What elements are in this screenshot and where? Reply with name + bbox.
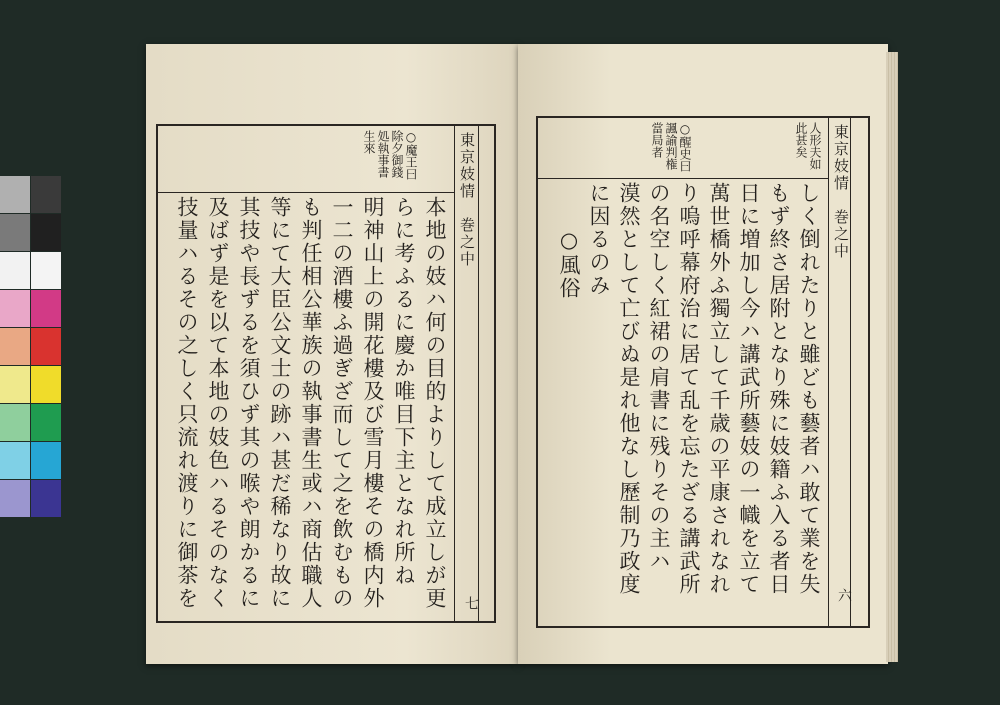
- calibration-chip: [31, 442, 61, 479]
- text-column: しく倒れたりと雖ども藝者ハ敢て業を失: [797, 182, 821, 596]
- calibration-chip: [0, 176, 30, 213]
- section-heading: ○風俗: [557, 228, 581, 300]
- headnote-line: 此甚矣: [794, 122, 808, 158]
- calibration-chip: [31, 214, 61, 251]
- headnote-line: ○醒史曰: [678, 122, 692, 172]
- calibration-chip: [0, 214, 30, 251]
- page-number: 七: [463, 596, 479, 610]
- text-column: 等にて大臣公文士の跡ハ甚だ稀なり故に: [268, 196, 292, 610]
- headnote-line: 生來: [362, 130, 376, 154]
- text-column: 日に増加し今ハ講武所藝妓の一幟を立て: [737, 182, 761, 596]
- right-page: [518, 44, 888, 664]
- calibration-chip: [0, 442, 30, 479]
- calibration-chip: [0, 366, 30, 403]
- headnote-line: 人形夫如: [808, 122, 822, 170]
- calibration-chip: [0, 480, 30, 517]
- calibration-chip: [0, 252, 30, 289]
- text-column: 萬世橋外ふ獨立して千歳の平康されなれ: [707, 182, 731, 596]
- calibration-chip: [0, 404, 30, 441]
- text-column: 其技や長ずるを須ひず其の喉や朗かるに: [237, 196, 261, 610]
- calibration-chip: [31, 404, 61, 441]
- running-head-right: 東京妓情 巻之中: [832, 124, 850, 260]
- text-column: 本地の妓ハ何の目的よりして成立しが更: [423, 196, 447, 610]
- text-column: の名空しく紅裙の肩書に残りその主ハ: [647, 182, 671, 573]
- text-column: に因るのみ: [587, 182, 611, 297]
- calibration-chip: [0, 290, 30, 327]
- calibration-chip: [31, 480, 61, 517]
- calibration-chip: [31, 176, 61, 213]
- text-column: も判任相公華族の執事書生或ハ商估職人: [299, 196, 323, 610]
- left-text-frame: [156, 124, 496, 623]
- text-column: 及ばず是を以て本地の妓色ハるそのなく: [206, 196, 230, 610]
- open-book: [146, 44, 904, 672]
- text-column: らに考ふるに慶か唯目下主となれ所ね: [392, 196, 416, 587]
- calibration-chip: [31, 328, 61, 365]
- calibration-chip: [31, 252, 61, 289]
- text-column: 技量ハるその之しく只流れ渡りに御茶を: [175, 196, 199, 610]
- text-column: 漠然として亡びぬ是れ他なし歷制乃政度: [617, 182, 641, 596]
- headnote-line: 除夕御錢: [390, 130, 404, 178]
- text-column: り嗚呼幕府治に居て乱を忘たざる講武所: [677, 182, 701, 596]
- calibration-chip: [31, 366, 61, 403]
- calibration-chip: [31, 290, 61, 327]
- right-text-frame: [536, 116, 870, 628]
- headnote-line: 処執事書: [376, 130, 390, 178]
- page-number: 六: [836, 588, 852, 602]
- headnote-line: 當局者: [650, 122, 664, 158]
- page-edges: [886, 52, 898, 662]
- headnote-line: ○魔王曰: [404, 130, 418, 180]
- left-page: [146, 44, 518, 664]
- text-column: 明神山上の開花樓及び雪月樓その橋内外: [361, 196, 385, 610]
- calibration-chip: [0, 328, 30, 365]
- running-head-left: 東京妓情 巻之中: [458, 132, 476, 268]
- text-column: もず終さ居附となり殊に妓籍ふ入る者日: [767, 182, 791, 596]
- text-column: 一二の酒樓ふ過ぎざ而して之を飲むもの: [330, 196, 354, 610]
- headnote-line: 諷諭判権: [664, 122, 678, 170]
